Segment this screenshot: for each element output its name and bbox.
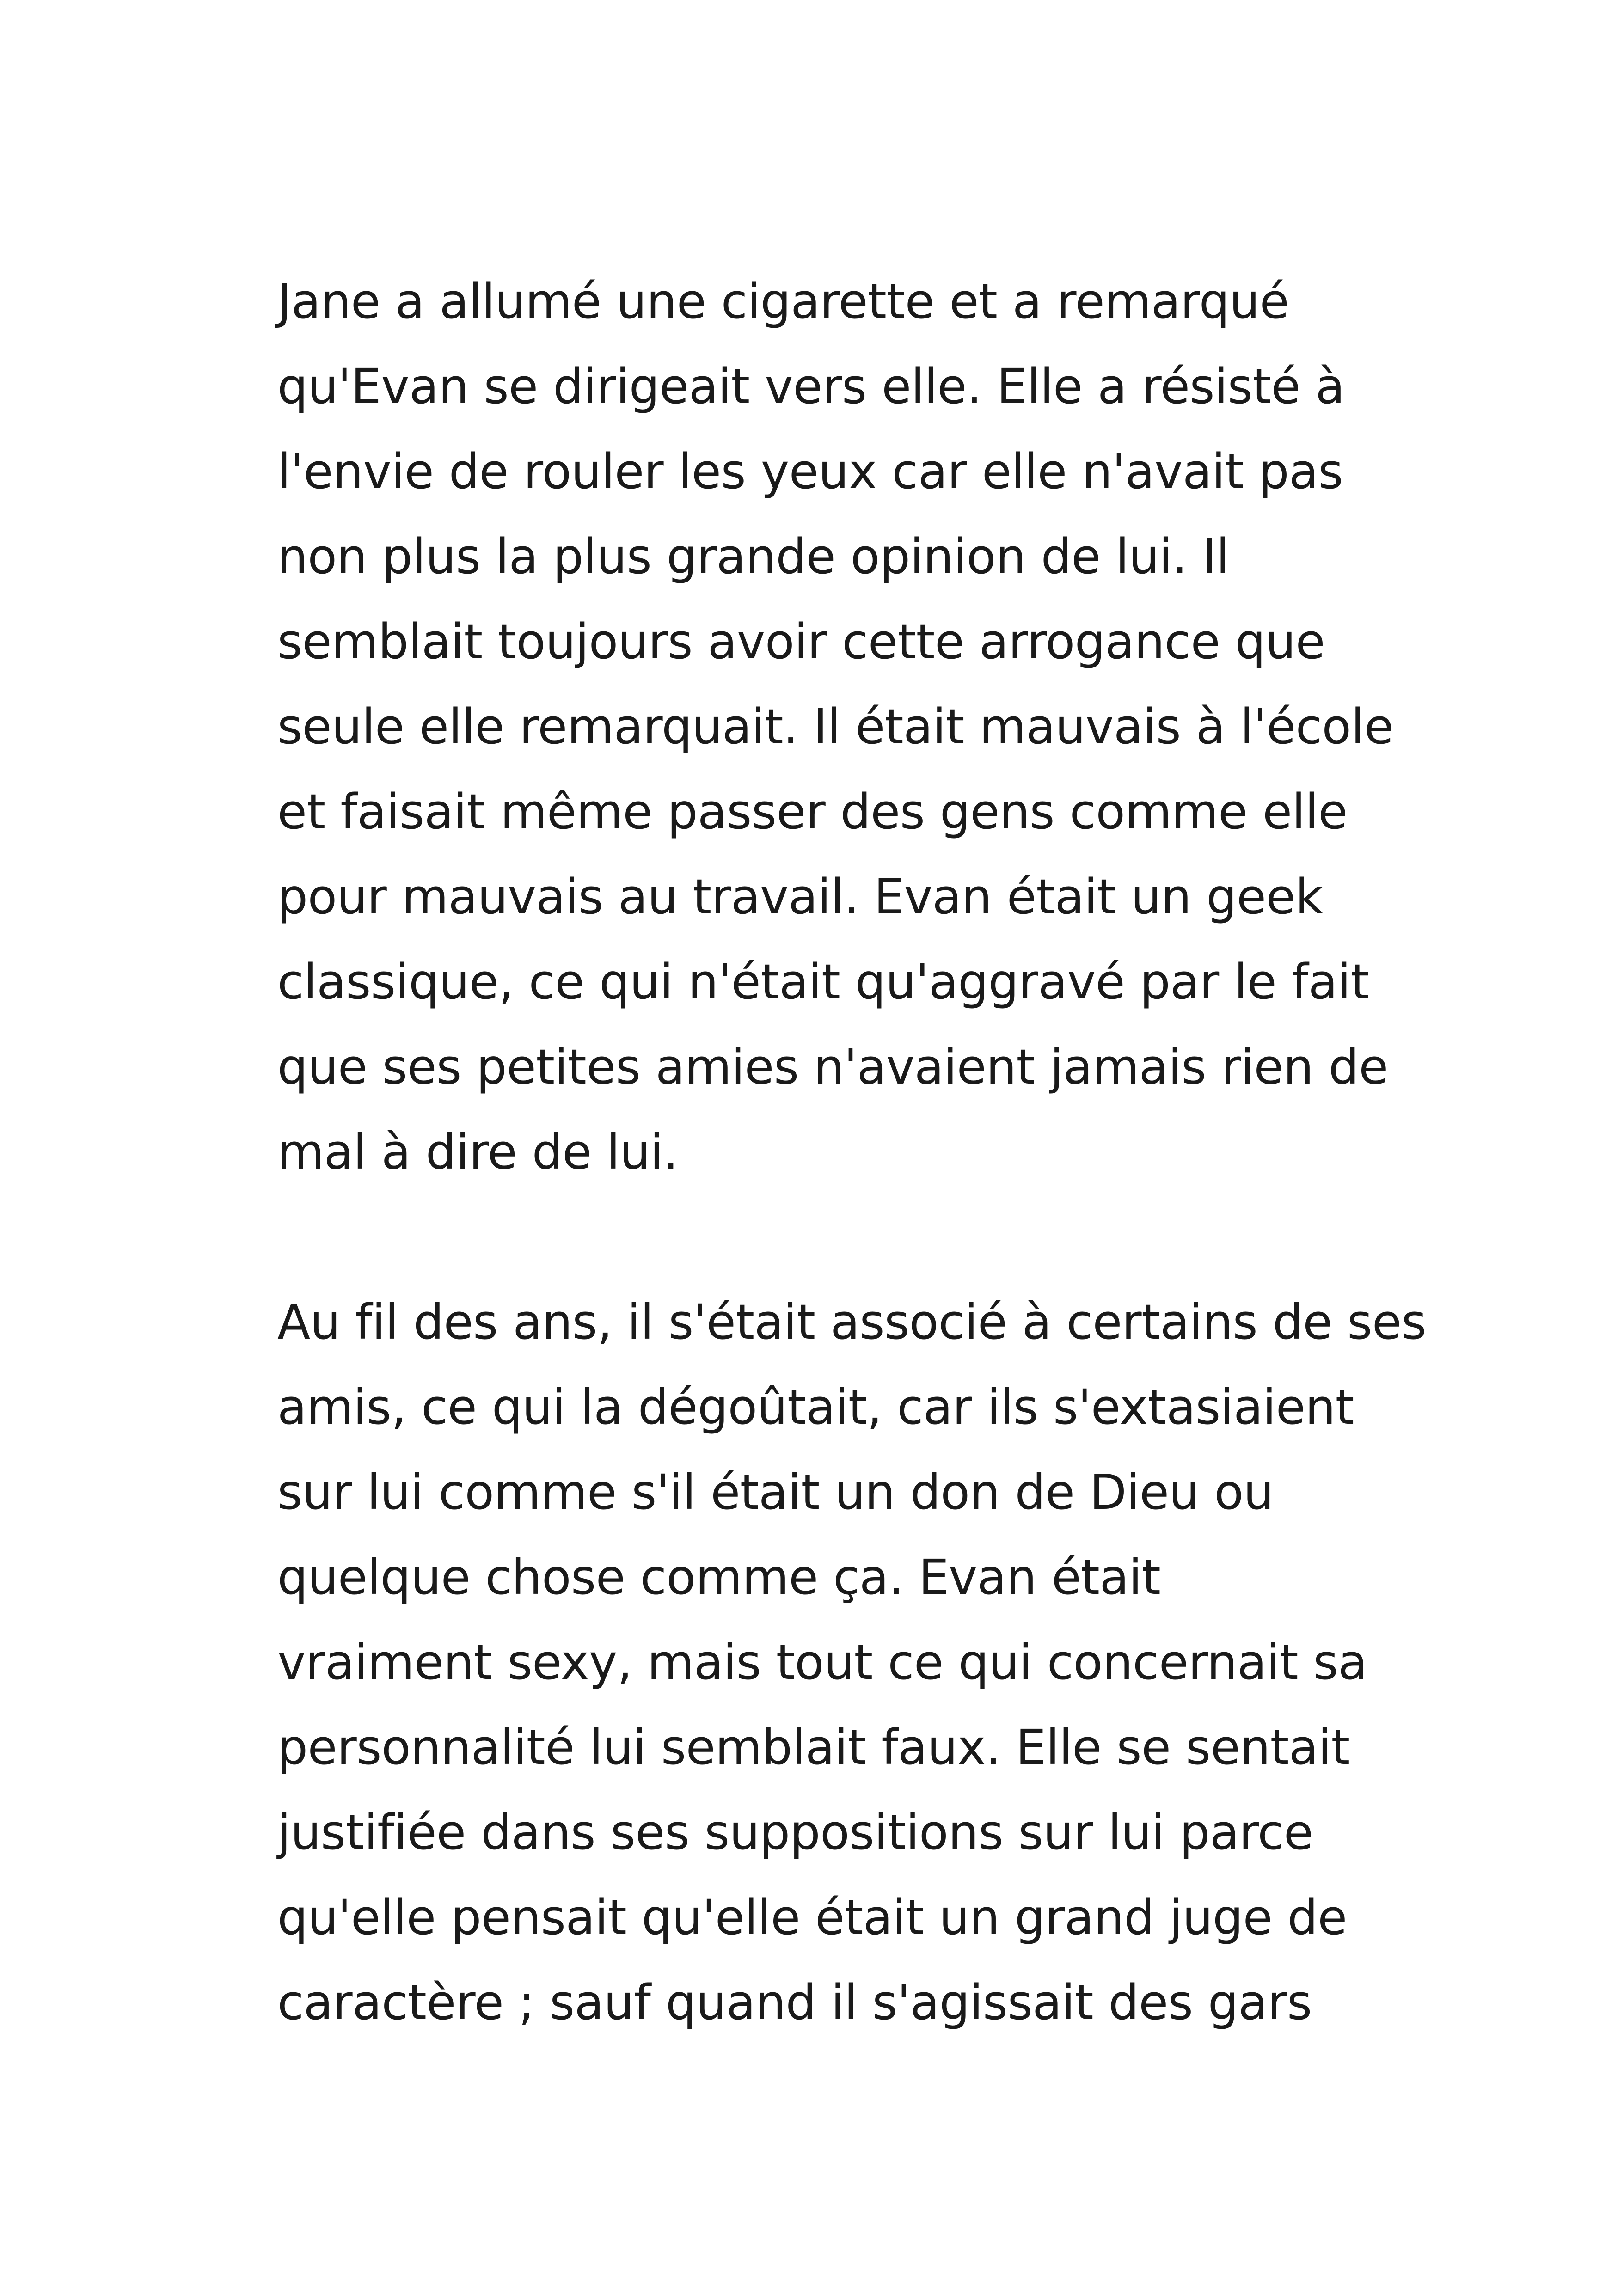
document-page xyxy=(277,259,1427,2045)
text-line: caractère ; sauf quand il s'agissait des gars xyxy=(277,1974,1312,2031)
paragraph-1 xyxy=(277,259,1415,1194)
text-line: seule elle remarquait. Il était mauvais à l'école xyxy=(277,698,1394,755)
text-line: pour mauvais au travail. Evan était un geek xyxy=(277,869,1323,925)
text-line: non plus la plus grande opinion de lui. Il xyxy=(277,528,1230,585)
text-line: Au fil des ans, il s'était associé à certains de ses xyxy=(277,1294,1427,1350)
text-line: Jane a allumé une cigarette et a remarqué xyxy=(277,273,1289,330)
text-line: justifiée dans ses suppositions sur lui parce xyxy=(277,1804,1313,1861)
text-line: semblait toujours avoir cette arrogance que xyxy=(277,613,1325,670)
text-line: personnalité lui semblait faux. Elle se sentait xyxy=(277,1719,1350,1776)
text-line: vraiment sexy, mais tout ce qui concernait sa xyxy=(277,1634,1367,1690)
text-line: classique, ce qui n'était qu'aggravé par le fait xyxy=(277,954,1369,1010)
text-line: que ses petites amies n'avaient jamais rien de xyxy=(277,1039,1388,1095)
text-line: sur lui comme s'il était un don de Dieu ou xyxy=(277,1464,1274,1520)
text-line: amis, ce qui la dégoûtait, car ils s'extasiaient xyxy=(277,1379,1354,1435)
text-line: qu'Evan se dirigeait vers elle. Elle a résisté à xyxy=(277,358,1345,415)
paragraph-2 xyxy=(277,1280,1427,2045)
text-line: qu'elle pensait qu'elle était un grand juge de xyxy=(277,1889,1347,1946)
text-line: et faisait même passer des gens comme elle xyxy=(277,784,1348,840)
text-line: l'envie de rouler les yeux car elle n'avait pas xyxy=(277,443,1343,500)
text-line: mal à dire de lui. xyxy=(277,1124,679,1180)
text-line: quelque chose comme ça. Evan était xyxy=(277,1549,1161,1605)
